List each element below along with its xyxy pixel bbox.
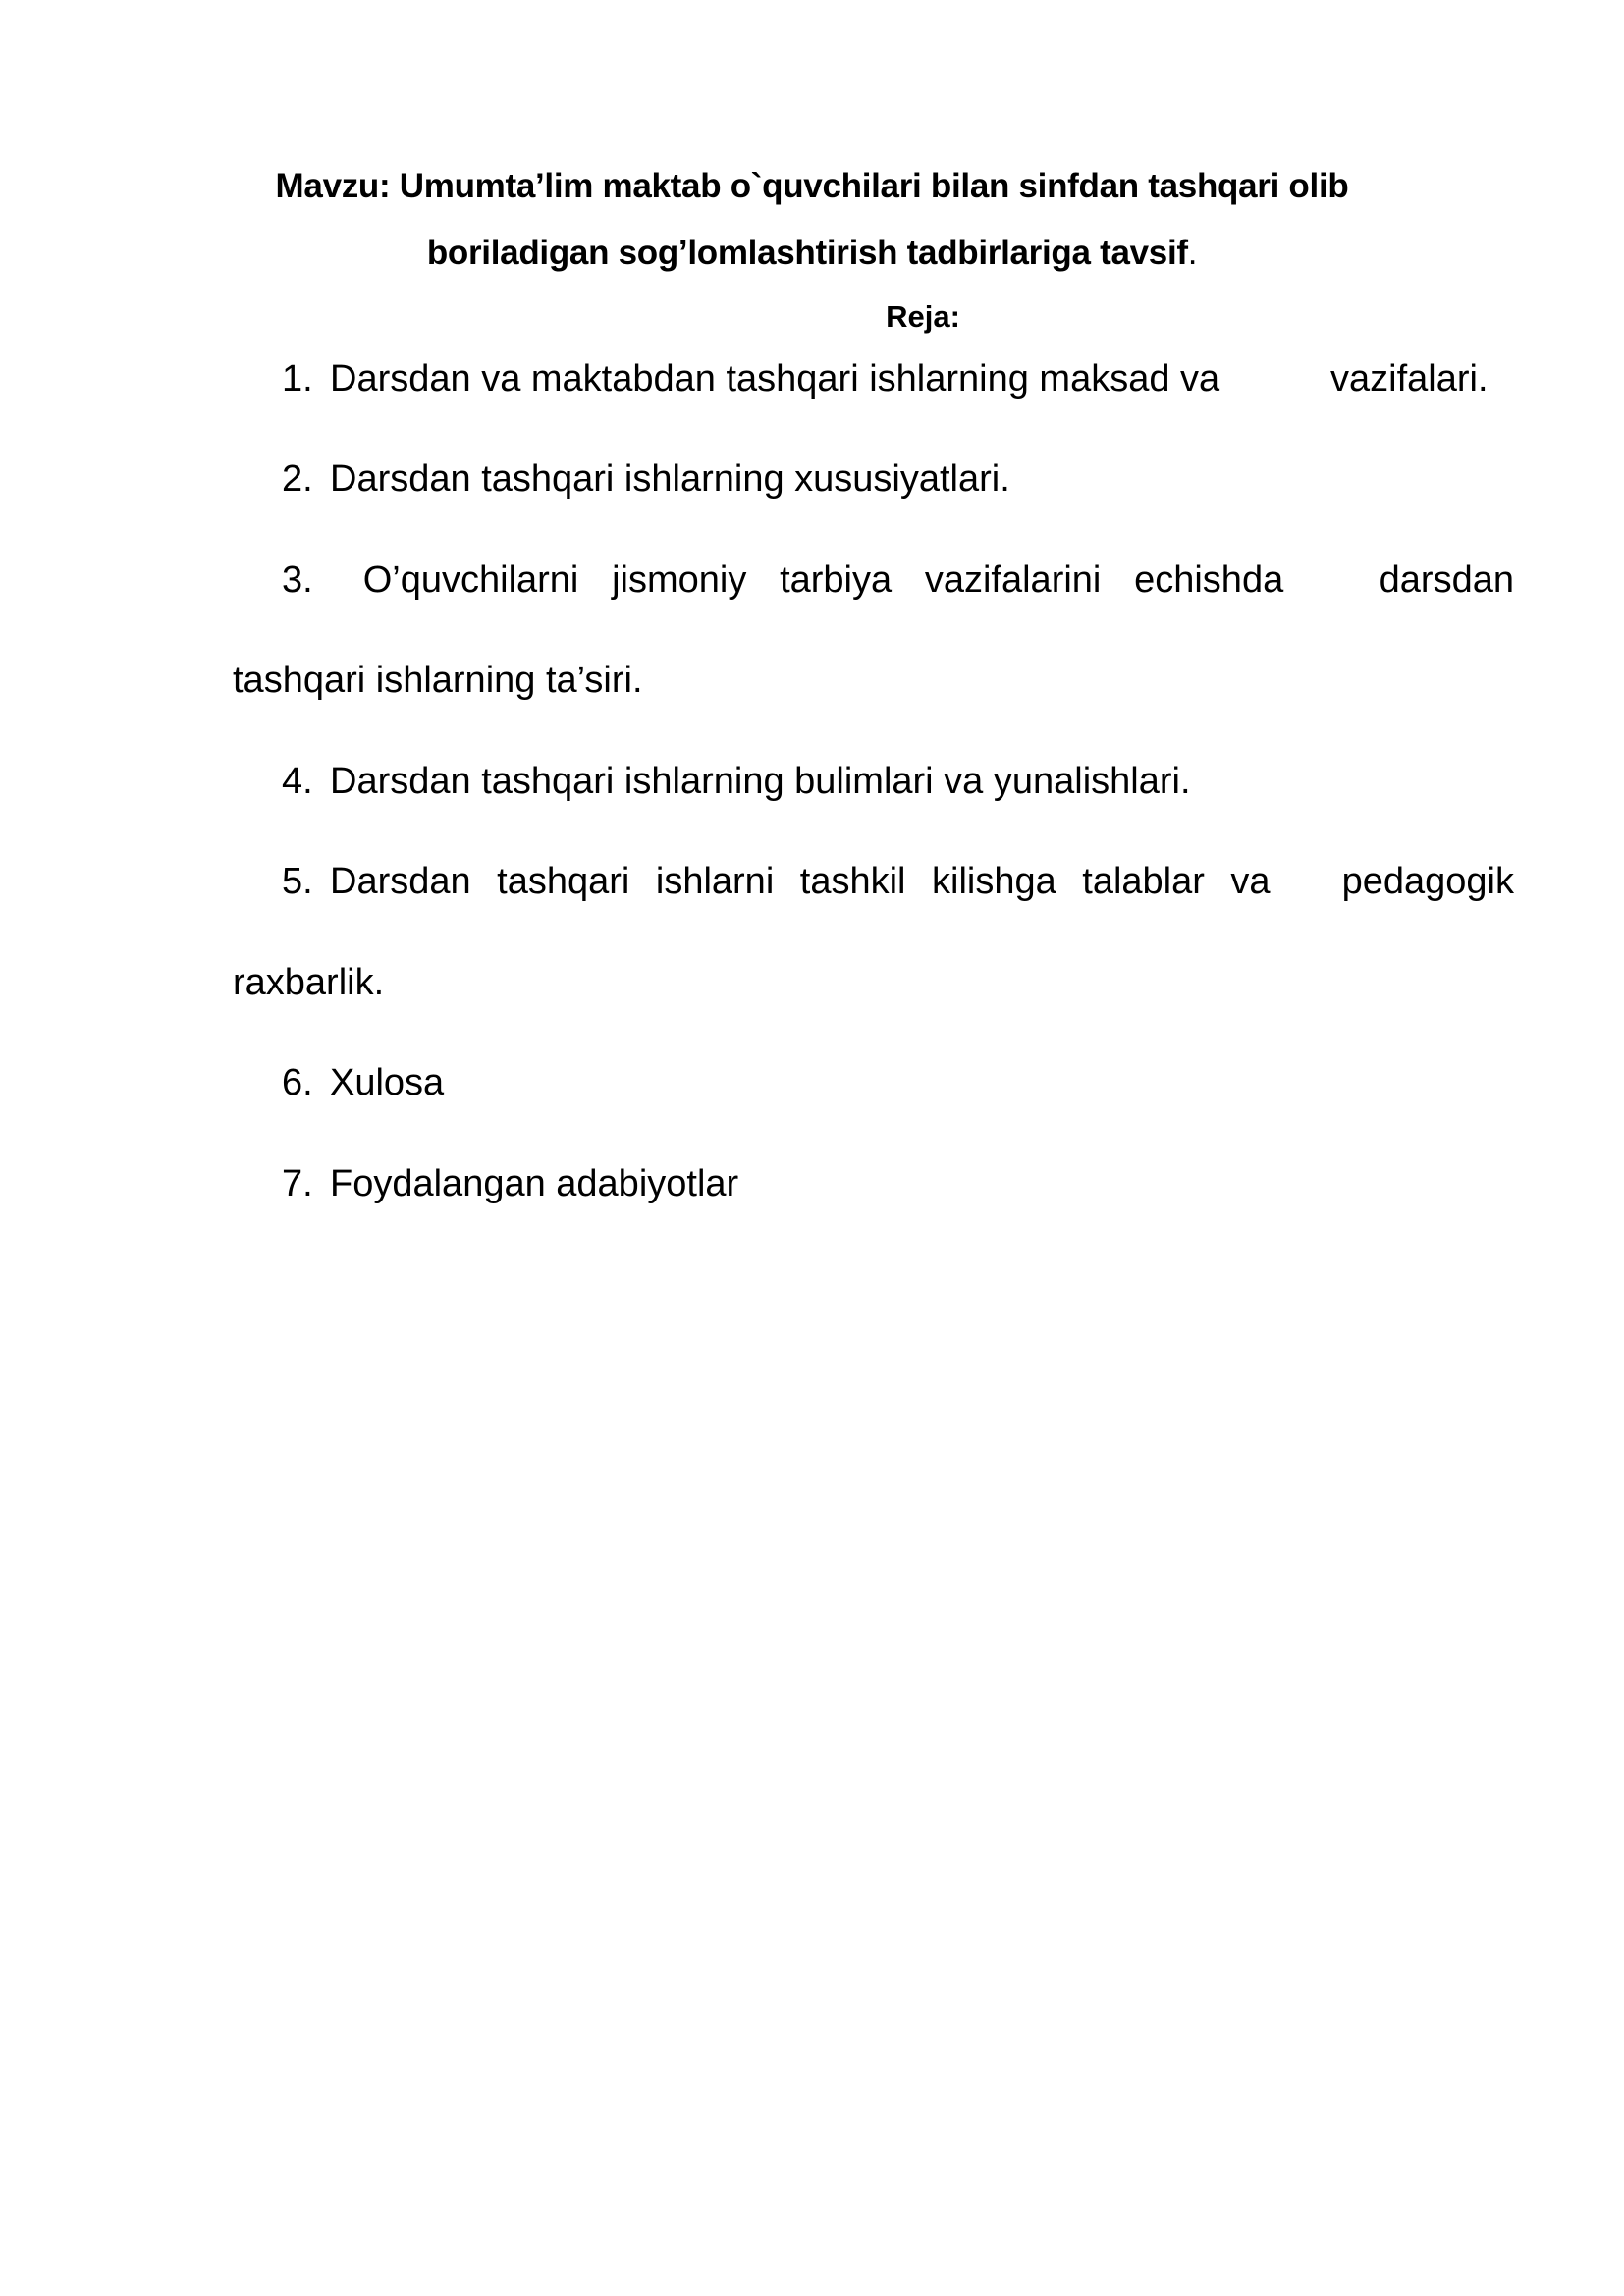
plan-item-word: ishlarni (655, 861, 775, 902)
plan-item-number: 6. (282, 1062, 313, 1103)
plan-item-2 (0, 458, 1624, 507)
plan-item-4 (0, 761, 1624, 810)
plan-item-text: Xulosa (330, 1062, 445, 1103)
plan-item-5-continuation: raxbarlik. (233, 962, 385, 1003)
plan-item-1 (0, 358, 1624, 407)
plan-item-text: Foydalangan adabiyotlar (330, 1163, 739, 1204)
plan-item-number: 5. (282, 861, 313, 902)
document-title-period: . (1187, 234, 1198, 272)
plan-item-3-continuation: tashqari ishlarning ta’siri. (233, 660, 643, 701)
plan-item-word: Darsdan (330, 861, 471, 902)
plan-item-word: tarbiya (780, 560, 893, 601)
document-title-line-2 (0, 234, 1624, 273)
plan-item-word: jismoniy (612, 560, 747, 601)
plan-heading: Reja: (886, 299, 960, 334)
plan-item-word: darsdan (1379, 560, 1514, 601)
plan-item-word: pedagogik (1341, 861, 1514, 902)
plan-item-text: Darsdan tashqari ishlarning bulimlari va yunalishlari. (330, 761, 1191, 802)
plan-item-word: tashkil (799, 861, 906, 902)
plan-item-word: tashqari (497, 861, 630, 902)
plan-item-word: talablar (1082, 861, 1205, 902)
plan-item-5-line (330, 861, 1514, 903)
plan-item-word: echishda (1134, 560, 1284, 601)
plan-item-7 (0, 1163, 1624, 1212)
plan-item-6 (0, 1062, 1624, 1111)
document-title-line-1: Mavzu: Umumta’lim maktab o`quvchilari bilan sinfdan tashqari olib (275, 167, 1349, 205)
plan-item-number: 4. (282, 761, 313, 802)
document-title-line-2-text: boriladigan sog’lomlashtirish tadbirlariga tavsif (426, 234, 1188, 272)
plan-item-number: 2. (282, 458, 313, 500)
plan-item-word: va (1230, 861, 1271, 902)
plan-item-text: Darsdan tashqari ishlarning xususiyatlari. (330, 458, 1010, 500)
plan-item-word: vazifalarini (924, 560, 1102, 601)
plan-item-number: 3. (282, 560, 313, 601)
plan-item-text: Darsdan va maktabdan tashqari ishlarning maksad va (330, 358, 1220, 400)
plan-item-number: 7. (282, 1163, 313, 1204)
plan-item-word: O’quvchilarni (362, 560, 579, 601)
plan-item-3-line (330, 560, 1514, 602)
plan-item-number: 1. (282, 358, 313, 400)
plan-item-word: kilishga (932, 861, 1056, 902)
plan-item-text-end: vazifalari. (1330, 358, 1489, 400)
